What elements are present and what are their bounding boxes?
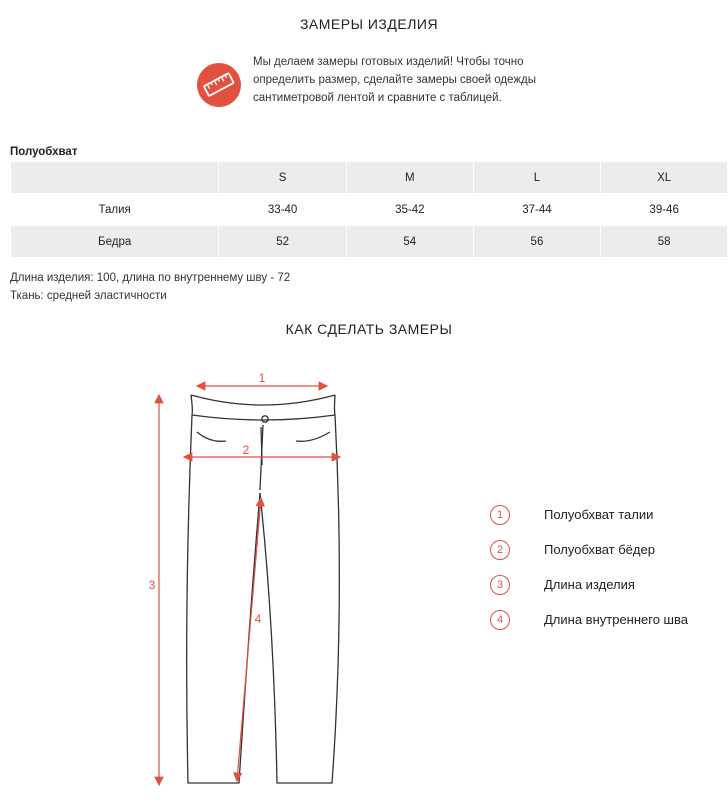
legend-label: Длина изделия bbox=[544, 577, 635, 592]
fabric-note: Ткань: средней эластичности bbox=[10, 290, 167, 302]
table-cell: 33-40 bbox=[219, 194, 347, 226]
legend-number: 2 bbox=[490, 540, 510, 560]
table-cell: 52 bbox=[219, 226, 347, 258]
table-row bbox=[11, 194, 728, 226]
pants-diagram bbox=[140, 365, 370, 795]
page-title: ЗАМЕРЫ ИЗДЕЛИЯ bbox=[299, 16, 439, 32]
table-header-cell: M bbox=[346, 162, 473, 194]
table-cell: 58 bbox=[601, 226, 728, 258]
measuring-tape-icon bbox=[197, 63, 241, 107]
table-cell: 56 bbox=[473, 226, 601, 258]
table-header-cell: S bbox=[219, 162, 347, 194]
section-title: КАК СДЕЛАТЬ ЗАМЕРЫ bbox=[285, 321, 453, 337]
table-row-label: Талия bbox=[11, 194, 219, 226]
measure-labels bbox=[149, 371, 266, 626]
marker-1: 1 bbox=[258, 371, 266, 385]
legend-number: 4 bbox=[490, 610, 510, 630]
legend-number: 1 bbox=[490, 505, 510, 525]
table-header-cell: L bbox=[473, 162, 601, 194]
table-caption: Полуобхват bbox=[10, 146, 78, 158]
table-row bbox=[11, 226, 728, 258]
measure-lines bbox=[159, 386, 340, 785]
marker-4: 4 bbox=[254, 612, 262, 626]
size-table bbox=[10, 161, 728, 258]
legend-label: Полуобхват талии bbox=[544, 507, 654, 522]
marker-2: 2 bbox=[242, 443, 250, 457]
table-cell: 54 bbox=[346, 226, 473, 258]
table-cell: 35-42 bbox=[346, 194, 473, 226]
legend-label: Полуобхват бёдер bbox=[544, 542, 655, 557]
length-note: Длина изделия: 100, длина по внутреннему шву - 72 bbox=[10, 272, 291, 284]
table-header-cell: XL bbox=[601, 162, 728, 194]
marker-3: 3 bbox=[148, 578, 156, 592]
table-cell: 39-46 bbox=[601, 194, 728, 226]
legend-label: Длина внутреннего шва bbox=[544, 612, 688, 627]
table-header-cell bbox=[11, 162, 219, 194]
table-row-label: Бедра bbox=[11, 226, 219, 258]
table-cell: 37-44 bbox=[473, 194, 601, 226]
table-header-row bbox=[11, 162, 728, 194]
legend-number: 3 bbox=[490, 575, 510, 595]
pants-outline bbox=[187, 395, 340, 783]
intro-text: Мы делаем замеры готовых изделий! Чтобы точно определить размер, сделайте замеры своей одежды сантиметровой лентой и сравните с таблицей. bbox=[253, 56, 536, 104]
